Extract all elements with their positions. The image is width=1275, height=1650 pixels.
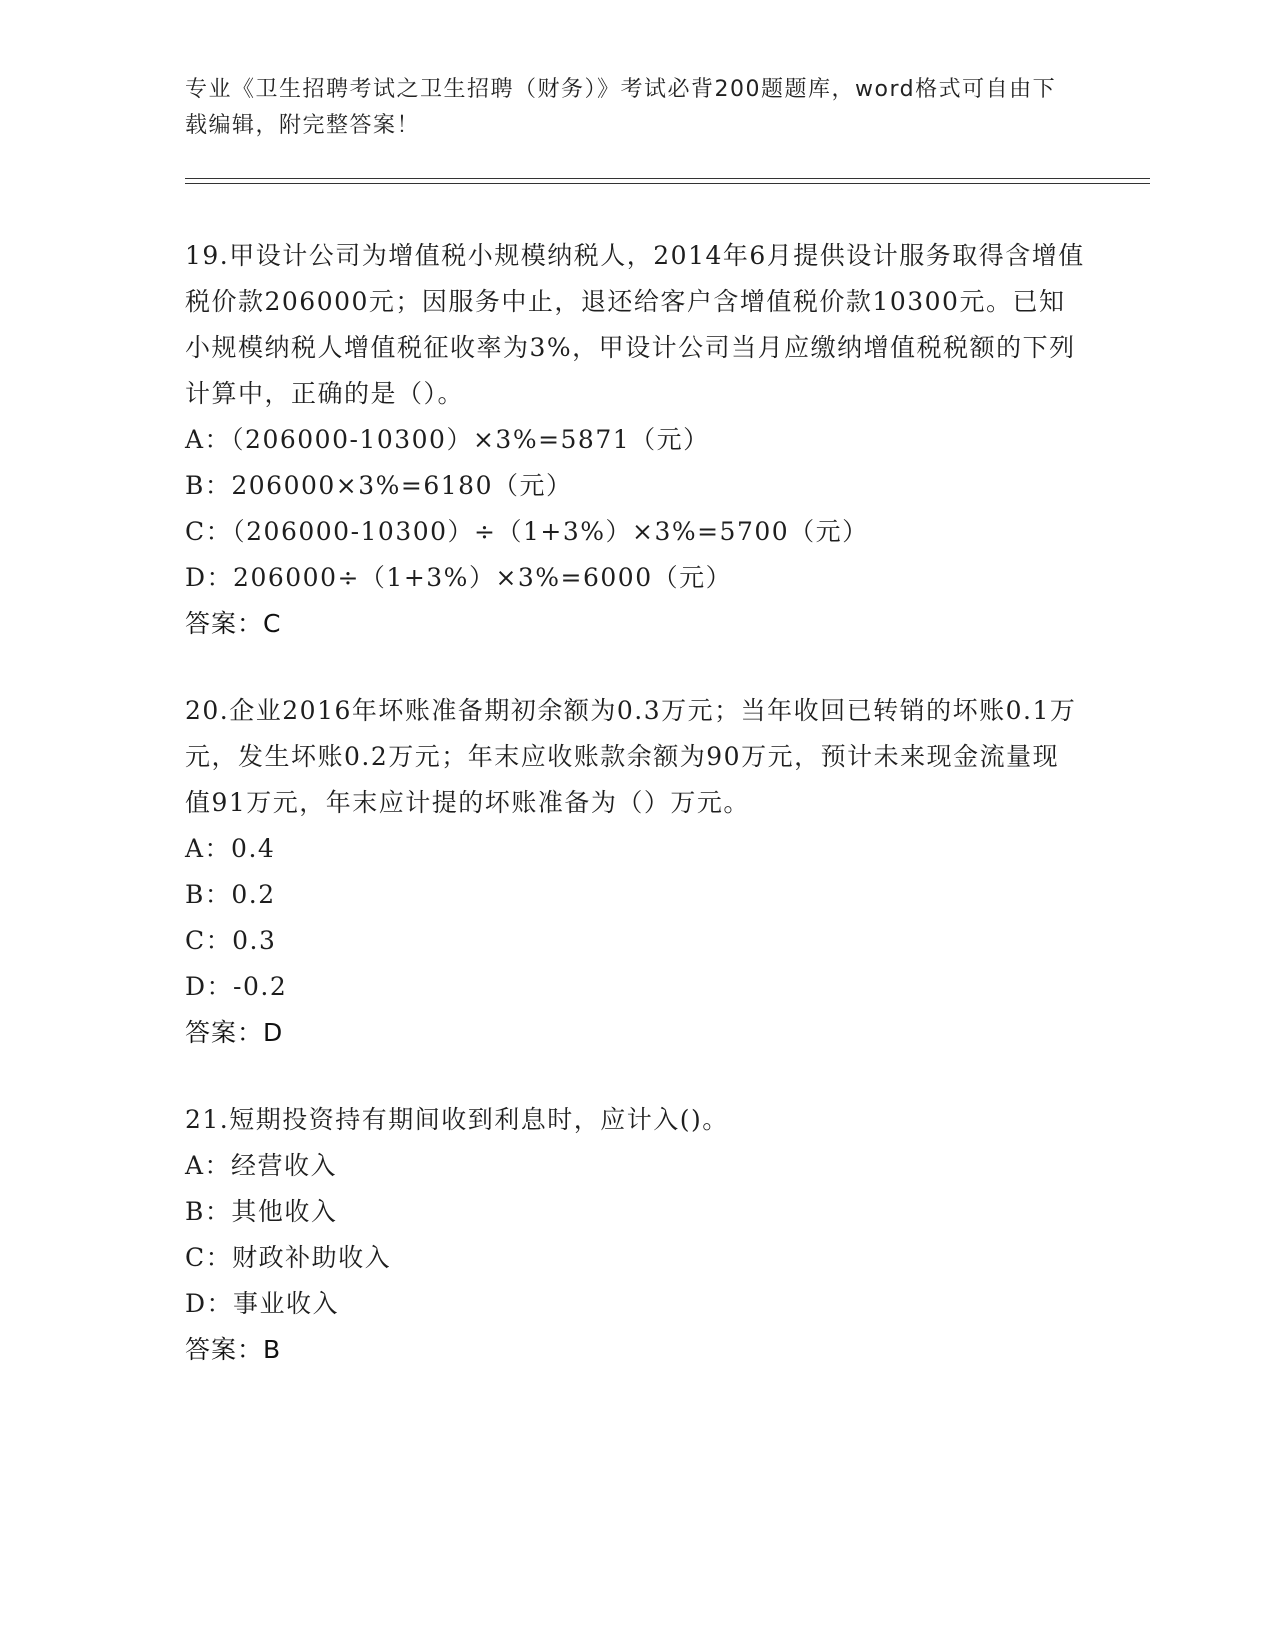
option-d: D：206000÷（1+3%）×3%=6000（元）	[185, 563, 733, 592]
option-b: B：206000×3%=6180（元）	[185, 471, 573, 500]
document-header: 专业《卫生招聘考试之卫生招聘（财务）》考试必背200题题库，word格式可自由下载编辑，附完整答案！	[185, 77, 1057, 138]
answer: 答案：C	[185, 609, 282, 638]
option-b: B：其他收入	[185, 1197, 338, 1226]
question-19	[185, 233, 1085, 647]
option-b: B：0.2	[185, 880, 276, 909]
option-a: A：（206000-10300）×3%=5871（元）	[185, 425, 710, 454]
option-c: C：（206000-10300）÷（1+3%）×3%=5700（元）	[185, 517, 869, 546]
question-stem: 20.企业2016年坏账准备期初余额为0.3万元；当年收回已转销的坏账0.1万元，发生坏账0.2万元；年末应收账款余额为90万元，预计未来现金流量现值91万元，年末应计提的坏账准备为（）万元。	[185, 696, 1077, 817]
option-a: A：经营收入	[185, 1151, 338, 1180]
option-d: D：-0.2	[185, 972, 288, 1001]
header-divider-top	[185, 178, 1150, 179]
option-c: C：财政补助收入	[185, 1243, 392, 1272]
answer: 答案：D	[185, 1018, 284, 1047]
header-divider-bottom	[185, 183, 1150, 184]
answer: 答案：B	[185, 1335, 282, 1364]
question-20	[185, 688, 1085, 1056]
question-stem: 21.短期投资持有期间收到利息时，应计入()。	[185, 1105, 729, 1134]
option-a: A：0.4	[185, 834, 276, 863]
option-d: D：事业收入	[185, 1289, 340, 1318]
question-21	[185, 1097, 1085, 1373]
question-stem: 19.甲设计公司为增值税小规模纳税人，2014年6月提供设计服务取得含增值税价款206000元；因服务中止，退还给客户含增值税价款10300元。已知小规模纳税人增值税征收率为3%，甲设计公司当月应缴纳增值税税额的下列计算中，正确的是（）。	[185, 241, 1085, 408]
option-c: C：0.3	[185, 926, 277, 955]
